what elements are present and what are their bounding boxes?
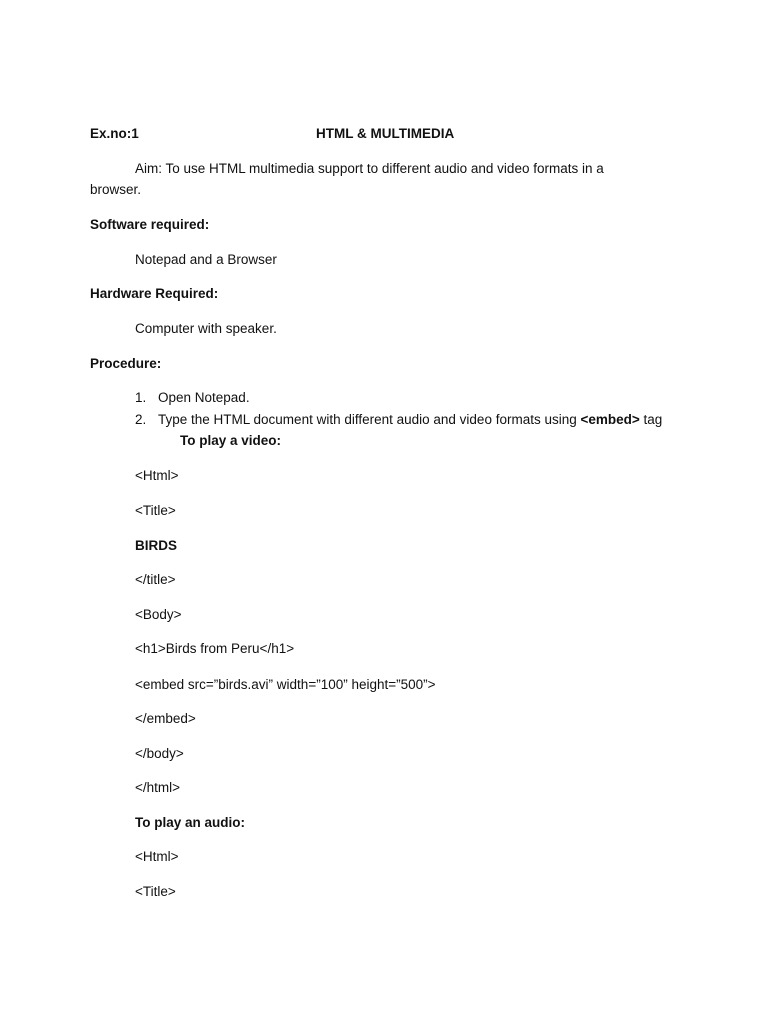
exercise-number: Ex.no:1 [90,126,139,141]
code-line: </title> [135,572,176,587]
software-value: Notepad and a Browser [135,252,277,267]
code-line: </embed> [135,711,196,726]
code-line: </body> [135,746,184,761]
code-line: </html> [135,780,181,795]
step-text-before: Type the HTML document with different audio and video formats using [158,412,581,427]
step-number: 1. [135,390,147,405]
code-line: <h1>Birds from Peru</h1> [135,641,295,656]
step-number: 2. [135,412,147,427]
code-line: BIRDS [135,538,178,553]
hardware-value: Computer with speaker. [135,321,277,336]
hardware-heading: Hardware Required: [90,286,219,301]
code-line: <Body> [135,607,182,622]
procedure-heading: Procedure: [90,356,162,371]
code-line: <Title> [135,884,176,899]
video-section-heading: To play a video: [180,433,282,448]
code-line: <embed src=”birds.avi” width=”100” height=”500”> [135,677,436,692]
code-line: <Title> [135,503,176,518]
aim-text-line-1: Aim: To use HTML multimedia support to different audio and video formats in a [135,161,604,176]
aim-text-line-2: browser. [90,182,142,197]
software-heading: Software required: [90,217,210,232]
code-line: <Html> [135,849,179,864]
audio-section-heading: To play an audio: [135,815,246,830]
step-text [158,411,662,429]
embed-tag-label: <embed> [580,412,640,427]
code-line: <Html> [135,468,179,483]
page-title: HTML & MULTIMEDIA [316,126,455,141]
step-text: Open Notepad. [158,390,250,405]
step-text-after: tag [639,412,663,427]
